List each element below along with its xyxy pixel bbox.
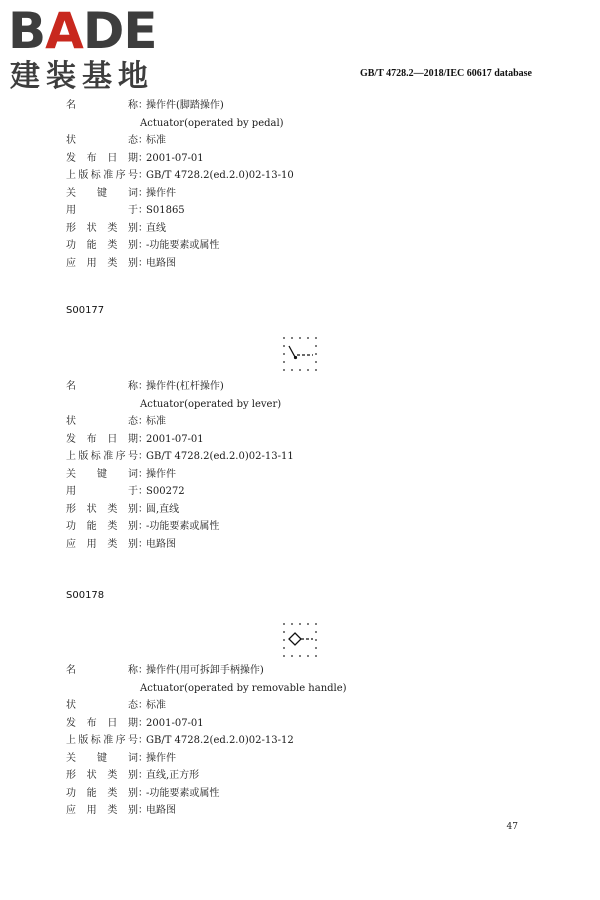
field-colon: ： bbox=[138, 187, 148, 199]
field-label: 用于 bbox=[66, 486, 138, 497]
field-label: 形状类别 bbox=[66, 222, 138, 234]
field-label: 关键词 bbox=[66, 752, 138, 764]
field-value: 电路图 bbox=[146, 805, 176, 816]
field-row bbox=[66, 202, 536, 220]
field-value: GB/T 4728.2(ed.2.0)02-13-11 bbox=[146, 451, 294, 462]
field-row bbox=[66, 732, 536, 750]
field-row bbox=[66, 501, 536, 519]
field-row bbox=[66, 697, 536, 715]
field-colon: ： bbox=[138, 100, 148, 111]
field-row bbox=[66, 150, 536, 168]
field-colon: ： bbox=[138, 735, 148, 746]
page-number: 47 bbox=[506, 822, 518, 832]
field-value: S01865 bbox=[146, 205, 185, 216]
field-row bbox=[66, 750, 536, 768]
field-label: 发布日期 bbox=[66, 433, 138, 445]
field-colon: ： bbox=[138, 205, 148, 216]
field-label: 应用类别 bbox=[66, 257, 138, 269]
field-label: 形状类别 bbox=[66, 503, 138, 515]
field-row bbox=[66, 220, 536, 238]
field-colon: ： bbox=[138, 538, 148, 550]
field-colon: ： bbox=[138, 805, 148, 816]
field-colon: ： bbox=[138, 787, 148, 799]
field-value: 电路图 bbox=[146, 538, 176, 550]
field-colon: ： bbox=[138, 170, 148, 181]
field-colon: ： bbox=[138, 717, 148, 729]
field-value: GB/T 4728.2(ed.2.0)02-13-10 bbox=[146, 170, 294, 181]
field-row bbox=[66, 662, 536, 680]
field-colon: ： bbox=[138, 468, 148, 480]
field-value: Actuator(operated by lever) bbox=[140, 398, 282, 410]
field-row bbox=[66, 237, 536, 255]
field-value: -功能要素或属性 bbox=[146, 787, 220, 799]
field-row bbox=[66, 97, 536, 115]
field-colon: ： bbox=[138, 240, 148, 251]
field-row bbox=[66, 378, 536, 396]
field-value: 2001-07-01 bbox=[146, 717, 204, 729]
field-value: S00272 bbox=[146, 486, 185, 497]
field-label: 发布日期 bbox=[66, 152, 138, 164]
field-row bbox=[66, 518, 536, 536]
field-value: -功能要素或属性 bbox=[146, 521, 220, 532]
field-row bbox=[66, 255, 536, 273]
field-colon: ： bbox=[138, 416, 148, 427]
field-row bbox=[66, 431, 536, 449]
field-colon: ： bbox=[138, 222, 148, 234]
field-row bbox=[66, 115, 536, 133]
field-row bbox=[66, 483, 536, 501]
field-value: Actuator(operated by removable handle) bbox=[140, 682, 347, 694]
field-colon: ： bbox=[138, 135, 148, 146]
field-value: 标准 bbox=[146, 135, 166, 146]
field-label: 关键词 bbox=[66, 187, 138, 199]
field-value: 标准 bbox=[146, 416, 166, 427]
field-value: 直线,正方形 bbox=[146, 770, 200, 781]
field-value: GB/T 4728.2(ed.2.0)02-13-12 bbox=[146, 735, 294, 746]
standard-header: GB/T 4728.2—2018/IEC 60617 database bbox=[359, 68, 532, 79]
symbol-code: S00178 bbox=[66, 590, 105, 601]
field-colon: ： bbox=[138, 257, 148, 269]
field-label: 状态 bbox=[66, 700, 138, 711]
field-row bbox=[66, 680, 536, 698]
field-value: 操作件(脚踏操作) bbox=[146, 100, 224, 111]
brand-logo bbox=[8, 4, 178, 94]
logo-chinese-text: 建装基地 bbox=[10, 59, 154, 94]
field-value: 2001-07-01 bbox=[146, 433, 204, 445]
field-row bbox=[66, 715, 536, 733]
field-label: 应用类别 bbox=[66, 805, 138, 816]
field-colon: ： bbox=[138, 381, 148, 392]
field-row bbox=[66, 802, 536, 820]
field-row bbox=[66, 448, 536, 466]
symbol-entry-pedal bbox=[66, 97, 536, 272]
field-label: 用于 bbox=[66, 205, 138, 216]
field-row bbox=[66, 785, 536, 803]
field-row bbox=[66, 536, 536, 554]
field-colon: ： bbox=[138, 752, 148, 764]
field-row bbox=[66, 132, 536, 150]
field-value: 电路图 bbox=[146, 257, 176, 269]
field-colon: ： bbox=[138, 503, 148, 515]
field-value: Actuator(operated by pedal) bbox=[140, 117, 284, 129]
field-label: 应用类别 bbox=[66, 538, 138, 550]
field-value: 操作件 bbox=[146, 468, 176, 480]
symbol-entry-removable-handle bbox=[66, 662, 536, 820]
field-colon: ： bbox=[138, 700, 148, 711]
field-colon: ： bbox=[138, 433, 148, 445]
field-label: 功能类别 bbox=[66, 521, 138, 532]
field-row bbox=[66, 396, 536, 414]
field-label: 上版标准序号 bbox=[66, 170, 138, 181]
field-label: 上版标准序号 bbox=[66, 451, 138, 462]
field-label: 发布日期 bbox=[66, 717, 138, 729]
field-label: 名称 bbox=[66, 100, 138, 111]
field-row bbox=[66, 185, 536, 203]
logo-latin-text: BADE bbox=[8, 2, 157, 60]
field-value: 操作件 bbox=[146, 752, 176, 764]
field-value: 标准 bbox=[146, 700, 166, 711]
field-colon: ： bbox=[138, 521, 148, 532]
field-label: 功能类别 bbox=[66, 787, 138, 799]
field-value: 操作件(杠杆操作) bbox=[146, 381, 224, 392]
field-value: 操作件(用可拆卸手柄操作) bbox=[146, 665, 264, 676]
field-colon: ： bbox=[138, 451, 148, 462]
field-value: 操作件 bbox=[146, 187, 176, 199]
field-row bbox=[66, 167, 536, 185]
field-colon: ： bbox=[138, 152, 148, 164]
field-row bbox=[66, 466, 536, 484]
symbol-entry-lever bbox=[66, 378, 536, 553]
field-row bbox=[66, 413, 536, 431]
field-label: 上版标准序号 bbox=[66, 735, 138, 746]
removable-handle-actuator-icon bbox=[280, 620, 320, 660]
field-colon: ： bbox=[138, 770, 148, 781]
symbol-code: S00177 bbox=[66, 305, 105, 316]
field-label: 状态 bbox=[66, 135, 138, 146]
field-row bbox=[66, 767, 536, 785]
field-value: 2001-07-01 bbox=[146, 152, 204, 164]
field-value: 直线 bbox=[146, 222, 166, 234]
field-label: 关键词 bbox=[66, 468, 138, 480]
field-value: -功能要素或属性 bbox=[146, 240, 220, 251]
field-label: 功能类别 bbox=[66, 240, 138, 251]
field-label: 形状类别 bbox=[66, 770, 138, 781]
field-label: 状态 bbox=[66, 416, 138, 427]
lever-actuator-icon bbox=[280, 334, 320, 374]
field-label: 名称 bbox=[66, 381, 138, 392]
field-colon: ： bbox=[138, 486, 148, 497]
field-colon: ： bbox=[138, 665, 148, 676]
field-label: 名称 bbox=[66, 665, 138, 676]
field-value: 圆,直线 bbox=[146, 503, 180, 515]
